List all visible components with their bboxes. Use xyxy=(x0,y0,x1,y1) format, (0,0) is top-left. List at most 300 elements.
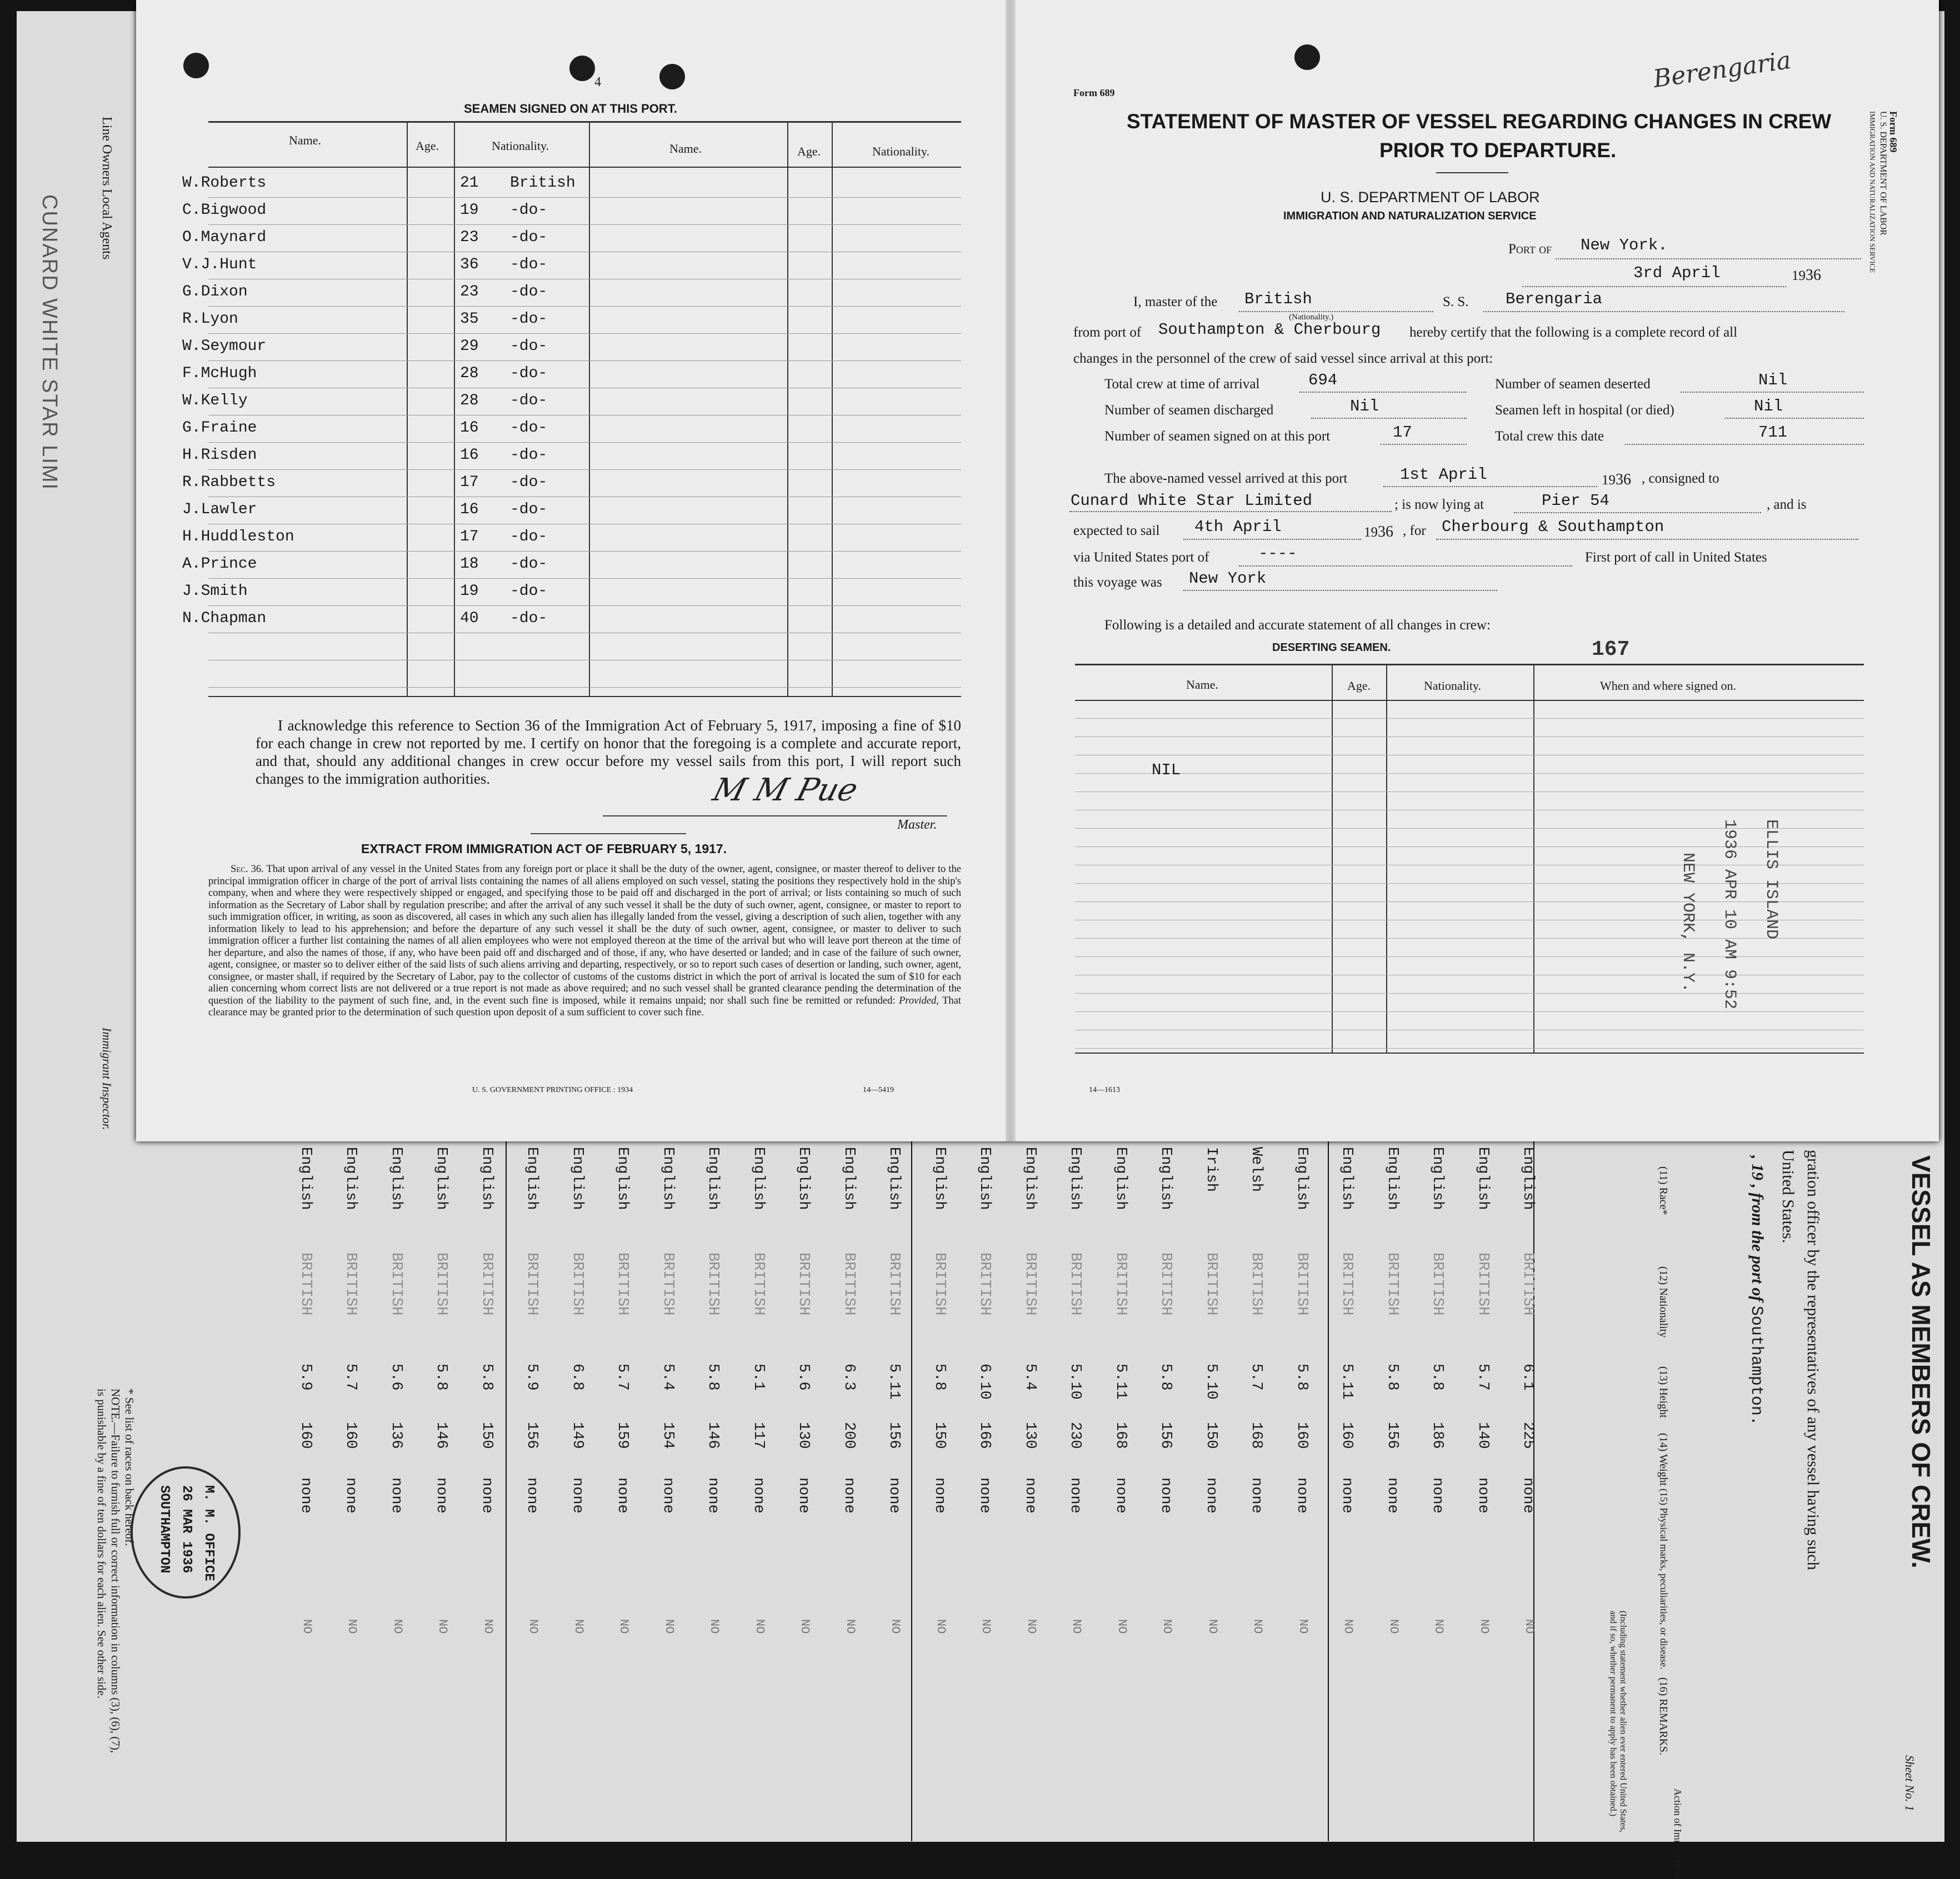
crew-row xyxy=(1152,1141,1191,1836)
crew-height: 5.7 xyxy=(342,1364,359,1391)
edge-form-line: Form 689 xyxy=(1888,111,1899,153)
crew-nationality: BRITISH xyxy=(1429,1252,1446,1316)
seaman-row xyxy=(182,470,1099,498)
table-top-rule xyxy=(208,121,961,123)
nationality-caption: (Nationality.) xyxy=(1289,313,1334,322)
crew-row xyxy=(1423,1141,1462,1836)
ss-label: S. S. xyxy=(1443,294,1469,309)
extract-heading: EXTRACT FROM IMMIGRATION ACT OF FEBRUARY 5, 1917. xyxy=(361,841,727,856)
crew-remarks: NO xyxy=(752,1619,767,1634)
col-nationality: Nationality. xyxy=(492,139,549,153)
ship-name: Berengaria xyxy=(1506,290,1603,308)
desert-row-rule xyxy=(1075,846,1864,847)
seaman-age: 23 xyxy=(460,283,479,300)
table-bottom-rule xyxy=(208,696,961,697)
crew-height: 5.8 xyxy=(704,1364,721,1391)
crew-height: 5.8 xyxy=(1157,1364,1174,1391)
seaman-row xyxy=(182,443,1099,470)
crew-weight: 168 xyxy=(1112,1422,1129,1449)
seaman-age: 23 xyxy=(460,229,479,246)
crew-height: 5.7 xyxy=(614,1364,631,1391)
desert-col-when-where: When and where signed on. xyxy=(1600,679,1736,693)
via-underline xyxy=(1239,565,1572,567)
crew-nationality: BRITISH xyxy=(1383,1252,1401,1316)
seamen-heading: SEAMEN SIGNED ON AT THIS PORT. xyxy=(464,102,677,116)
crew-height: 5.11 xyxy=(1338,1364,1355,1400)
seaman-age: 17 xyxy=(460,528,479,545)
col-name: Name. xyxy=(289,133,322,147)
crew-weight: 186 xyxy=(1429,1422,1446,1449)
crew-race: English xyxy=(704,1147,721,1210)
crew-physical-marks: none xyxy=(568,1477,586,1514)
crew-remarks: NO xyxy=(299,1619,314,1634)
desert-col-rule xyxy=(1533,664,1534,1053)
crew-physical-marks: none xyxy=(387,1477,404,1514)
seaman-row xyxy=(182,579,1099,607)
form-689 xyxy=(136,0,1939,1141)
crew-height: 5.10 xyxy=(1067,1364,1083,1400)
crew-row xyxy=(1333,1141,1372,1836)
crew-weight: 156 xyxy=(1157,1422,1174,1449)
sail-date-value: 4th April xyxy=(1194,518,1282,536)
total-crew-date-label: Total crew this date xyxy=(1495,429,1604,444)
crew-height: 5.11 xyxy=(886,1364,902,1400)
under-sub-2: United States. xyxy=(1779,1150,1797,1244)
col-header-race xyxy=(1657,1166,1669,1215)
crew-weight: 200 xyxy=(840,1422,857,1449)
crew-race: English xyxy=(1112,1147,1129,1210)
crew-nationality: BRITISH xyxy=(704,1252,721,1316)
arrived-year-suffix: 36 xyxy=(1616,471,1631,488)
crew-weight: 136 xyxy=(387,1422,404,1449)
discharged-label: Number of seamen discharged xyxy=(1104,403,1274,418)
crew-remarks: NO xyxy=(843,1619,857,1634)
for-label: , for xyxy=(1403,523,1426,538)
seaman-row xyxy=(182,334,1099,362)
crew-row xyxy=(608,1141,647,1836)
row-rule xyxy=(208,687,961,688)
col-header-height xyxy=(1657,1366,1669,1418)
crew-weight: 156 xyxy=(523,1422,540,1449)
crew-physical-marks: none xyxy=(1519,1477,1536,1514)
crew-nationality: BRITISH xyxy=(1474,1252,1491,1316)
crew-nationality: BRITISH xyxy=(795,1252,812,1316)
desert-col-age: Age. xyxy=(1347,679,1371,693)
crew-weight: 150 xyxy=(931,1422,948,1449)
crew-nationality: BRITISH xyxy=(478,1252,495,1316)
crew-race: English xyxy=(1429,1147,1446,1210)
seaman-age: 16 xyxy=(460,419,479,437)
desert-row-rule xyxy=(1075,828,1864,829)
seaman-nationality: -do- xyxy=(510,202,548,219)
crew-row xyxy=(382,1141,421,1836)
seaman-row xyxy=(182,198,1099,226)
crew-nationality: BRITISH xyxy=(1112,1252,1129,1316)
desert-row-rule xyxy=(1075,883,1864,884)
seaman-name: O.Maynard xyxy=(182,229,267,246)
seaman-nationality: -do- xyxy=(510,310,548,328)
crew-height: 6.3 xyxy=(840,1364,857,1391)
crew-weight: 160 xyxy=(1293,1422,1310,1449)
crew-race: English xyxy=(1519,1147,1536,1210)
row-rule xyxy=(208,442,961,443)
expected-label: expected to sail xyxy=(1073,523,1160,538)
col-header-weight xyxy=(1657,1433,1669,1486)
col-num-13: (13) xyxy=(1657,1366,1669,1385)
agents-label: Local Agents xyxy=(99,189,114,260)
row-rule xyxy=(208,306,961,307)
crew-row xyxy=(1378,1141,1417,1836)
desert-col-nationality: Nationality. xyxy=(1424,679,1482,693)
seaman-name: G.Dixon xyxy=(182,283,248,300)
signed-on-underline xyxy=(1381,444,1467,445)
crew-height: 5.8 xyxy=(931,1364,948,1391)
ellis-stamp-line-1: ELLIS ISLAND xyxy=(1762,819,1781,940)
sail-year-suffix: 36 xyxy=(1378,523,1393,540)
seaman-nationality: -do- xyxy=(510,365,548,382)
crew-race: English xyxy=(1021,1147,1038,1210)
col-label-remarks: REMARKS. xyxy=(1657,1698,1669,1756)
port-value: New York. xyxy=(1581,236,1668,254)
col-label-height: Height xyxy=(1657,1387,1669,1418)
nationality-underline xyxy=(1239,311,1433,312)
crew-row xyxy=(835,1141,874,1836)
crew-remarks: NO xyxy=(662,1619,676,1634)
desert-row-rule xyxy=(1075,901,1864,902)
hospital-label: Seamen left in hospital (or died) xyxy=(1495,403,1674,418)
col-num-14: (14) xyxy=(1657,1433,1669,1452)
seaman-name: F.McHugh xyxy=(182,365,257,382)
crew-weight: 149 xyxy=(568,1422,586,1449)
crew-physical-marks: none xyxy=(1202,1477,1219,1514)
seaman-name: W.Roberts xyxy=(182,174,267,192)
crew-nationality: BRITISH xyxy=(1202,1252,1219,1316)
ellis-stamp-line-2: 1936 APR 10 AM 9:52 xyxy=(1720,819,1739,1010)
crew-race: English xyxy=(1338,1147,1355,1210)
crew-height: 6.10 xyxy=(976,1364,993,1400)
total-crew-date-underline xyxy=(1625,444,1864,445)
crew-remarks: NO xyxy=(1296,1619,1310,1634)
crew-physical-marks: none xyxy=(1112,1477,1129,1514)
crew-row xyxy=(789,1141,828,1836)
punch-hole xyxy=(183,53,209,78)
seaman-row xyxy=(182,362,1099,389)
certify-text: hereby certify that the following is a complete record of all xyxy=(1409,325,1738,340)
crew-remarks: NO xyxy=(1160,1619,1174,1634)
deserting-nil: NIL xyxy=(1152,761,1181,779)
crew-physical-marks: none xyxy=(749,1477,767,1514)
crew-nationality: BRITISH xyxy=(1248,1252,1264,1316)
consigned-label: , consigned to xyxy=(1642,471,1719,486)
crew-weight: 159 xyxy=(614,1422,631,1449)
crew-remarks: NO xyxy=(526,1619,540,1634)
crew-nationality: BRITISH xyxy=(342,1252,359,1316)
crew-height: 6.1 xyxy=(1519,1364,1536,1391)
crew-physical-marks: none xyxy=(297,1477,314,1514)
crew-nationality: BRITISH xyxy=(523,1252,540,1316)
department: U. S. DEPARTMENT OF LABOR xyxy=(1321,189,1540,206)
seaman-row xyxy=(182,389,1099,416)
crew-physical-marks: none xyxy=(614,1477,631,1514)
crew-physical-marks: none xyxy=(795,1477,812,1514)
col-num-11: (11) xyxy=(1657,1166,1669,1185)
crew-physical-marks: none xyxy=(1338,1477,1355,1514)
seaman-age: 21 xyxy=(460,174,479,192)
crew-weight: 130 xyxy=(1021,1422,1038,1449)
under-rule-3 xyxy=(1328,1141,1329,1841)
seaman-name: J.Smith xyxy=(182,583,248,600)
desert-table-top xyxy=(1075,664,1864,665)
footnote-fine: is punishable by a fine of ten dollars for each alien. See other side. xyxy=(95,1389,108,1699)
crew-physical-marks: none xyxy=(704,1477,721,1514)
crew-remarks: NO xyxy=(1432,1619,1446,1634)
crew-race: English xyxy=(614,1147,631,1210)
crew-remarks: NO xyxy=(1251,1619,1264,1634)
footnote-races: * See list of races on back hereof. xyxy=(123,1389,136,1546)
total-crew-date-value: 711 xyxy=(1758,423,1788,442)
crew-row xyxy=(473,1141,512,1836)
crew-physical-marks: none xyxy=(1067,1477,1083,1514)
crew-row xyxy=(880,1141,919,1836)
seaman-name: H.Huddleston xyxy=(182,528,294,545)
crew-weight: 168 xyxy=(1248,1422,1264,1449)
arrived-value: 1st April xyxy=(1400,465,1487,484)
seaman-nationality: -do- xyxy=(510,283,548,300)
crew-height: 5.4 xyxy=(1021,1364,1038,1391)
crew-race: English xyxy=(1383,1147,1401,1210)
crew-row xyxy=(1197,1141,1236,1836)
year xyxy=(1792,267,1821,284)
crew-nationality: BRITISH xyxy=(659,1252,676,1316)
seaman-row xyxy=(182,416,1099,443)
crew-weight: 156 xyxy=(886,1422,902,1449)
under-sub-3-port: Southampton. xyxy=(1747,1305,1766,1426)
extract-proviso: Provided, xyxy=(899,995,939,1006)
extract-text: That upon arrival of any vessel in the United States from any foreign port or place it shall be the duty of the owner, agent, consignee, or master thereof to deliver to the principal immigration officer in charge of the port of arrival lists containing the names of all aliens employed on such vessel, stating the positions they respectively hold in the ship's company, when and where they were respectively shipped or engaged, and specifying those to be paid off and discharged in the port of arrival; or lists containing so much of such information as the Secretary of Labor shall by regulation prescribe; and after the arrival of any such vessel it shall be the duty of such owner, agent, consignee, or master to report to such immigration officer, in writing, as soon as discovered, all cases in which any such alien has illegally landed from the vessel, giving a description of such alien, together with any information likely to lead to his apprehension; and before the departure of any such vessel it shall be the duty of such owner, agent, consignee, or master to deliver to such immigration officer a further list containing the names of all alien employees who were not employed thereon at the time of the arrival but who will leave port thereon at the time of her departure, and also the names of those, if any, who have been paid off and discharged and of those, if any, who have deserted or landed; and in case of the failure of such owner, agent, consignee, or master so to deliver either of the said lists of such aliens arriving and departing, respectively, or so to report such cases of desertion or landing, such owner, agent, consignee, or master shall, if required by the Secretary of Labor, pay to the collector of customs of the customs district in which the port of arrival is located the sum of $10 for each alien concerning whom correct lists are not delivered or a true report is not made as above required; and no such vessel shall be granted clearance pending the determination of the question of the liability to the payment of such fine, and, in the event such fine is imposed, while it remains unpaid; nor shall such fine be remitted or refunded: xyxy=(208,864,961,1006)
crew-physical-marks: none xyxy=(433,1477,449,1514)
crew-physical-marks: none xyxy=(1474,1477,1491,1514)
crew-height: 5.8 xyxy=(1429,1364,1446,1391)
seaman-nationality: -do- xyxy=(510,610,548,627)
seaman-name: R.Lyon xyxy=(182,310,238,328)
crew-race: English xyxy=(1157,1147,1174,1210)
crew-remarks: NO xyxy=(798,1619,812,1634)
arrived-underline xyxy=(1383,486,1597,487)
crew-weight: 160 xyxy=(1338,1422,1355,1449)
col-header-remarks xyxy=(1657,1677,1669,1755)
total-crew-arrival-label: Total crew at time of arrival xyxy=(1104,377,1260,392)
crew-physical-marks: none xyxy=(931,1477,948,1514)
seaman-row xyxy=(182,253,1099,280)
crew-remarks: NO xyxy=(345,1619,359,1634)
and-is-label: , and is xyxy=(1767,497,1807,512)
seaman-name: G.Fraine xyxy=(182,419,257,437)
crew-physical-marks: none xyxy=(1157,1477,1174,1514)
crew-height: 5.9 xyxy=(523,1364,540,1391)
crew-race: English xyxy=(433,1147,449,1210)
seaman-age: 28 xyxy=(460,392,479,409)
destination-value: Cherbourg & Southampton xyxy=(1442,518,1664,536)
crew-physical-marks: none xyxy=(342,1477,359,1514)
crew-race: English xyxy=(523,1147,540,1210)
crew-weight: 150 xyxy=(478,1422,495,1449)
crew-remarks: NO xyxy=(1024,1619,1038,1634)
col-name-2: Name. xyxy=(669,142,702,156)
crew-weight: 150 xyxy=(1202,1422,1219,1449)
seaman-name: V.J.Hunt xyxy=(182,256,257,273)
extract-proviso-text: That clearance may be granted prior to the determination of such question upon deposit of a sum sufficient to cover such fine. xyxy=(208,995,962,1018)
crew-nationality: BRITISH xyxy=(387,1252,404,1316)
total-crew-arrival-underline xyxy=(1299,392,1466,393)
seaman-age: 28 xyxy=(460,365,479,382)
crew-remarks: NO xyxy=(1341,1619,1355,1634)
seaman-row xyxy=(182,607,1099,634)
hospital-underline xyxy=(1725,418,1864,419)
discharged-value: Nil xyxy=(1350,397,1379,415)
crew-row xyxy=(1288,1141,1327,1836)
col-age: Age. xyxy=(416,139,439,153)
crew-nationality: BRITISH xyxy=(1021,1252,1038,1316)
under-sub-1: gration officer by the representatives of any vessel having such xyxy=(1804,1150,1822,1570)
crew-remarks: NO xyxy=(1477,1619,1491,1634)
desert-row-rule xyxy=(1075,938,1864,939)
edge-service-line: IMMIGRATION AND NATURALIZATION SERVICE xyxy=(1868,111,1877,273)
from-port-value: Southampton & Cherbourg xyxy=(1158,320,1381,339)
crew-remarks: NO xyxy=(1069,1619,1083,1634)
crew-height: 6.8 xyxy=(568,1364,586,1391)
acknowledgement-text: I acknowledge this reference to Section 36 of the Immigration Act of February 5, 1917, imposing a fine of $10 for each change in crew not reported by me. I certify on honor that the foregoing is a complete and accurate report, and that, should any additional changes in crew occur before my vessel sails from this port, I will report such changes to the immigration authorities. xyxy=(256,717,961,787)
crew-row xyxy=(1469,1141,1508,1836)
seaman-name: J.Lawler xyxy=(182,501,257,518)
seaman-age: 36 xyxy=(460,256,479,273)
crew-row xyxy=(1061,1141,1100,1836)
right-form-code: 14—1613 xyxy=(1089,1086,1120,1094)
crew-weight: 225 xyxy=(1519,1422,1536,1449)
crew-physical-marks: none xyxy=(886,1477,902,1514)
page-number: 4 xyxy=(594,75,601,89)
crew-row xyxy=(654,1141,693,1836)
sail-year-prefix: 19 xyxy=(1364,525,1378,540)
desert-row-rule xyxy=(1075,736,1864,737)
crew-weight: 160 xyxy=(297,1422,314,1449)
following-text: Following is a detailed and accurate statement of all changes in crew: xyxy=(1104,618,1491,633)
crew-row xyxy=(971,1141,1009,1836)
under-headline: VESSEL AS MEMBERS OF CREW. xyxy=(1907,1155,1936,1569)
crew-height: 5.6 xyxy=(387,1364,404,1391)
col-label-race: Race* xyxy=(1657,1187,1669,1215)
crew-race: English xyxy=(342,1147,359,1210)
seaman-age: 16 xyxy=(460,447,479,464)
crew-nationality: BRITISH xyxy=(1157,1252,1174,1316)
owners-label: Owners xyxy=(99,144,114,186)
desert-col-rule xyxy=(1386,664,1387,1053)
destination-underline xyxy=(1436,539,1858,540)
crew-height: 5.8 xyxy=(1383,1364,1401,1391)
desert-row-rule xyxy=(1075,718,1864,719)
signed-on-value: 17 xyxy=(1393,423,1412,442)
desert-col-rule xyxy=(1332,664,1333,1053)
date-value: 3rd April xyxy=(1633,264,1721,282)
crew-height: 5.8 xyxy=(478,1364,495,1391)
crew-nationality: BRITISH xyxy=(886,1252,902,1316)
ship-underline xyxy=(1483,311,1844,312)
year-prefix: 19 xyxy=(1792,268,1806,283)
lying-underline xyxy=(1514,512,1761,513)
crew-physical-marks: none xyxy=(1429,1477,1446,1514)
action-label: Action of Immigration xyxy=(1672,1788,1683,1879)
crew-race: English xyxy=(976,1147,993,1210)
service: IMMIGRATION AND NATURALIZATION SERVICE xyxy=(1283,210,1537,222)
col-label-nationality: Nationality xyxy=(1657,1287,1669,1338)
voyage-label: this voyage was xyxy=(1073,575,1162,590)
first-port-label: First port of call in United States xyxy=(1585,550,1767,565)
desert-row-rule xyxy=(1075,1011,1864,1012)
crew-row xyxy=(744,1141,783,1836)
via-value: ---- xyxy=(1258,544,1297,563)
crew-weight: 117 xyxy=(749,1422,767,1449)
desert-row-rule xyxy=(1075,1048,1864,1049)
crew-height: 5.8 xyxy=(1293,1364,1310,1391)
crew-race: English xyxy=(931,1147,948,1210)
desert-row-rule xyxy=(1075,993,1864,994)
crew-nationality: BRITISH xyxy=(297,1252,314,1316)
crew-remarks: NO xyxy=(436,1619,449,1634)
ellis-stamp-line-3: NEW YORK, N.Y. xyxy=(1678,853,1697,993)
line-label: Line xyxy=(99,117,114,141)
crew-physical-marks: none xyxy=(1248,1477,1264,1514)
crew-row xyxy=(1016,1141,1055,1836)
lying-value: Pier 54 xyxy=(1542,492,1609,510)
seaman-nationality: -do- xyxy=(510,583,548,600)
port-label: Port of xyxy=(1508,242,1552,257)
remarks-detail: (Including statement whether alien ever entered United States, and if so, whether permanent to apply has been obtained.) xyxy=(1608,1611,1628,1832)
crew-row xyxy=(518,1141,557,1836)
row-rule xyxy=(208,224,961,225)
desert-col-name: Name. xyxy=(1186,678,1219,692)
seaman-row xyxy=(182,307,1099,334)
crew-height: 5.7 xyxy=(1248,1364,1264,1391)
inspector-label: Immigrant Inspector. xyxy=(100,1028,114,1130)
seaman-age: 18 xyxy=(460,555,479,573)
crew-nationality: BRITISH xyxy=(931,1252,948,1316)
crew-nationality: BRITISH xyxy=(976,1252,993,1316)
crew-nationality: BRITISH xyxy=(614,1252,631,1316)
form-title-line2: PRIOR TO DEPARTURE. xyxy=(1379,139,1617,162)
desert-row-rule xyxy=(1075,956,1864,957)
sail-year xyxy=(1364,523,1393,541)
crew-height: 5.8 xyxy=(433,1364,449,1391)
signed-on-label: Number of seamen signed on at this port xyxy=(1104,429,1331,444)
hospital-value: Nil xyxy=(1754,397,1783,415)
deserted-label: Number of seamen deserted xyxy=(1495,377,1651,392)
crew-remarks: NO xyxy=(571,1619,586,1634)
crew-race: English xyxy=(886,1147,902,1210)
deserted-underline xyxy=(1681,392,1864,393)
col-header-physical xyxy=(1658,1489,1669,1670)
crew-remarks: NO xyxy=(1522,1619,1536,1634)
from-port-label: from port of xyxy=(1073,325,1142,340)
crew-remarks: NO xyxy=(979,1619,993,1634)
arrived-year xyxy=(1602,471,1631,489)
desert-row-rule xyxy=(1075,791,1864,792)
crew-nationality: BRITISH xyxy=(1519,1252,1536,1316)
seaman-nationality: -do- xyxy=(510,447,548,464)
seaman-name: W.Kelly xyxy=(182,392,248,409)
seaman-nationality: -do- xyxy=(510,501,548,518)
printing-office: U. S. GOVERNMENT PRINTING OFFICE : 1934 xyxy=(472,1086,633,1094)
col-num-12: (12) xyxy=(1657,1266,1669,1285)
seaman-age: 29 xyxy=(460,338,479,355)
